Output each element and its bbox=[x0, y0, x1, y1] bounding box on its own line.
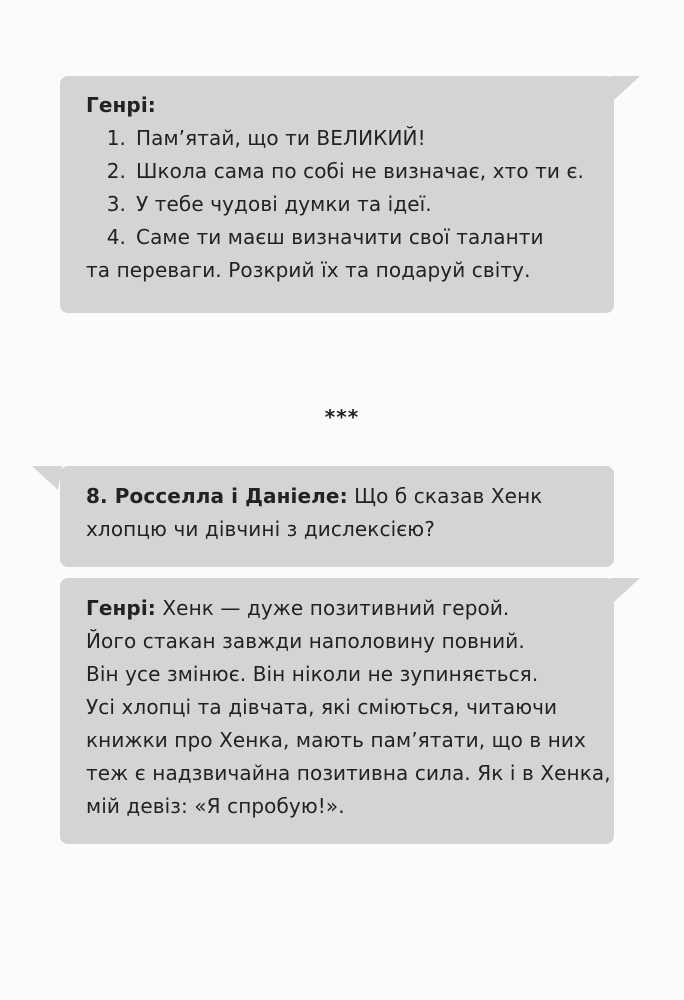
answer-text-line: книжки про Хенка, мають пам’ятати, що в них bbox=[86, 728, 586, 752]
speech-bubble-question bbox=[60, 466, 614, 567]
speaker-name: 8. Росселла і Даніеле: bbox=[86, 484, 348, 508]
answer-text-line: мій девіз: «Я спробую!». bbox=[86, 794, 345, 818]
answer-line bbox=[86, 592, 614, 625]
speech-bubble-tail bbox=[610, 76, 640, 100]
speaker-name: Генрі: bbox=[86, 596, 156, 620]
list-item-continuation: та переваги. Розкрий їх та подаруй світу. bbox=[86, 258, 531, 282]
answer-text-line: Його стакан завжди наполовину повний. bbox=[86, 629, 525, 653]
question-text: Що б сказав Хенк bbox=[347, 484, 543, 508]
list-item bbox=[86, 188, 614, 221]
list-item bbox=[86, 155, 614, 188]
list-item bbox=[86, 221, 614, 254]
speech-bubble-tail bbox=[610, 578, 640, 602]
list-item bbox=[86, 122, 614, 155]
speech-bubble-henry-1 bbox=[60, 76, 614, 313]
speech-bubble-tail bbox=[32, 466, 62, 490]
answer-text-line: теж є надзвичайна позитивна сила. Як і в Хенка, bbox=[86, 761, 611, 785]
answer-text-line: Він усе змінює. Він ніколи не зупиняється. bbox=[86, 662, 539, 686]
list-text: Саме ти маєш визначити свої таланти bbox=[136, 225, 544, 249]
section-separator: *** bbox=[324, 405, 360, 429]
speaker-name: Генрі: bbox=[86, 93, 156, 117]
answer-text-line: Усі хлопці та дівчата, які сміються, читаючи bbox=[86, 695, 558, 719]
answer-text: Хенк — дуже позитивний герой. bbox=[155, 596, 510, 620]
question-line bbox=[86, 480, 614, 513]
list-number: 2. bbox=[106, 159, 126, 183]
question-text-line: хлопцю чи дівчині з дислексією? bbox=[86, 517, 435, 541]
list-number: 3. bbox=[106, 192, 126, 216]
list-number: 1. bbox=[106, 126, 126, 150]
list-number: 4. bbox=[106, 225, 126, 249]
speech-bubble-henry-2 bbox=[60, 578, 614, 844]
list-text: Школа сама по собі не визначає, хто ти є. bbox=[136, 159, 584, 183]
list-text: Пам’ятай, що ти ВЕЛИКИЙ! bbox=[136, 126, 426, 150]
list-text: У тебе чудові думки та ідеї. bbox=[136, 192, 432, 216]
